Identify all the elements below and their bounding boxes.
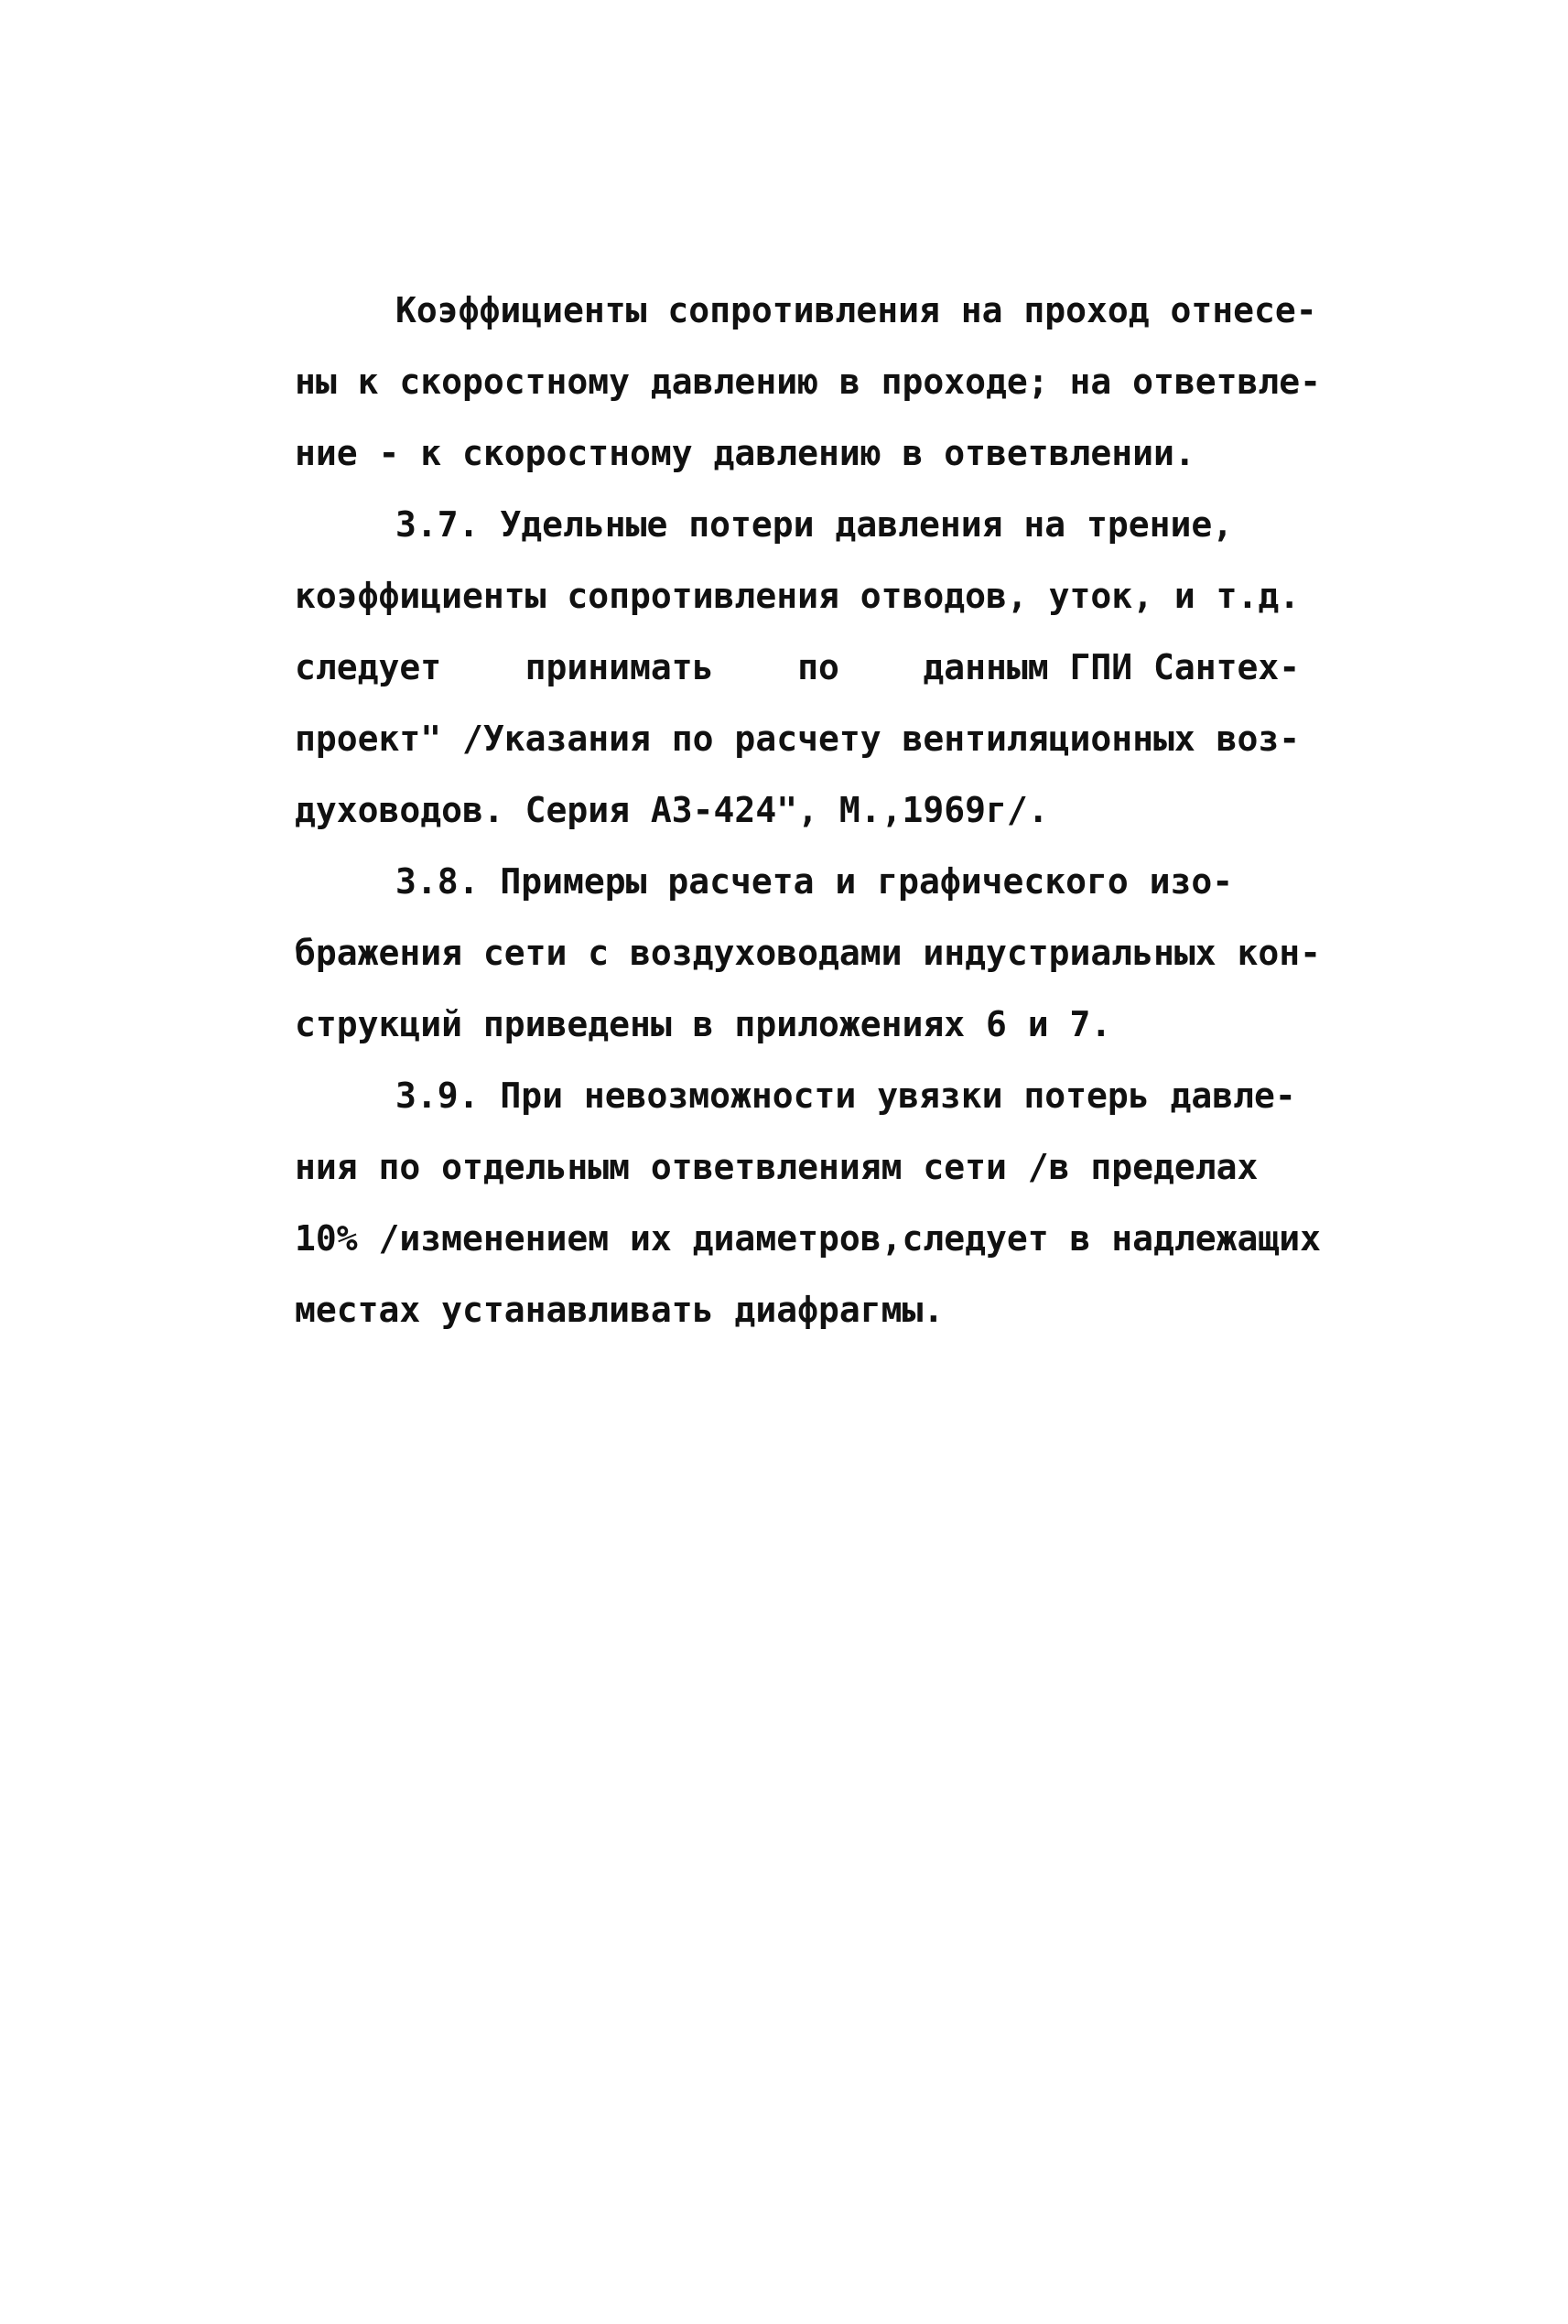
paragraph-resistance-coefficients: [295, 275, 1322, 489]
paragraph-3-9: [295, 1060, 1322, 1346]
text-line: бражения сети с воздуховодами индустриальных кон-: [295, 933, 1322, 973]
text-line: 3.8. Примеры расчета и графического изо-: [395, 861, 1234, 902]
text-line: местах устанавливать диафрагмы.: [295, 1290, 945, 1330]
paragraph-3-7: [295, 489, 1302, 846]
text-line: ние - к скоростному давлению в ответвлении.: [295, 433, 1195, 473]
document-text: [295, 275, 1322, 1346]
text-line: коэффициенты сопротивления отводов, уток, и т.д.: [295, 576, 1301, 616]
text-line: 3.7. Удельные потери давления на трение,: [395, 504, 1234, 545]
text-line: ния по отдельным ответвлениям сети /в пределах: [295, 1147, 1259, 1187]
text-line: Коэффициенты сопротивления на проход отнесе-: [395, 290, 1317, 330]
text-line: ны к скоростному давлению в проходе; на ответвле-: [295, 362, 1322, 402]
text-line: струкций приведены в приложениях 6 и 7.: [295, 1004, 1112, 1044]
text-line: духоводов. Серия А3-424", М.,1969г/.: [295, 790, 1049, 830]
paragraph-3-8: [295, 846, 1322, 1060]
text-line: 3.9. При невозможности увязки потерь давле-: [395, 1076, 1296, 1116]
text-line: следует принимать по данным ГПИ Сантех-: [295, 647, 1301, 687]
text-line: проект" /Указания по расчету вентиляционных воз-: [295, 719, 1301, 759]
text-line: 10% /изменением их диаметров,следует в надлежащих: [295, 1218, 1322, 1259]
